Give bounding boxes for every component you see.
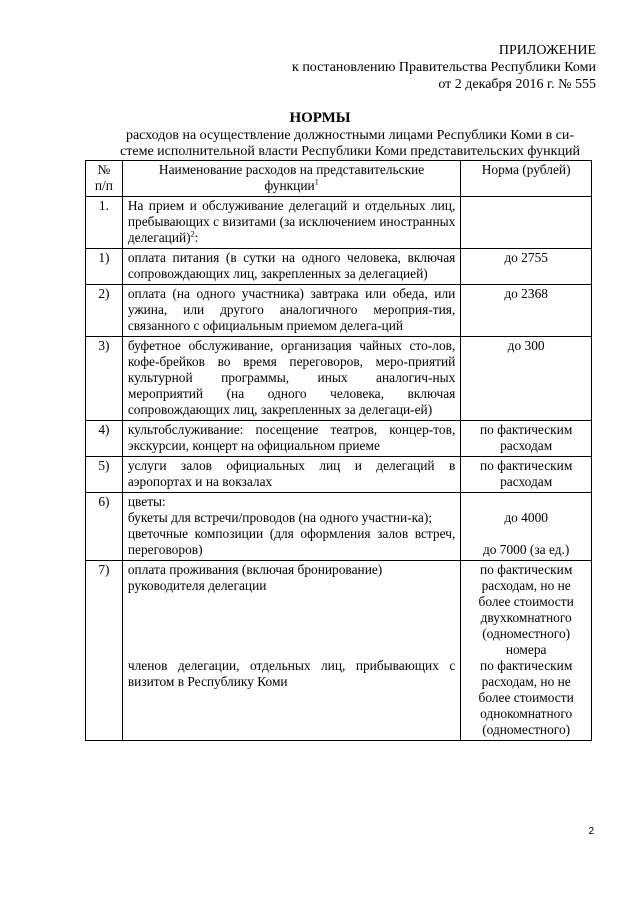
header-resolution: к постановлению Правительства Республики Коми	[292, 60, 596, 75]
row-name: На прием и обслуживание делегаций и отдельных лиц, пребывающих с визитами (за исключением иностранных делегаций)$^2$:	[122, 197, 460, 249]
table-row: 3) буфетное обслуживание, организация чайных сто-лов, кофе-брейков во время переговоров, меро-приятий культурной программы, иных аналогич-ных мероприятий (на одного человека, включая сопровождающих лиц, закрепленных за делегаци-ей) до 300	[86, 337, 592, 421]
header-norm: Норма (рублей)	[461, 161, 592, 197]
table-header-row	[86, 161, 592, 197]
header-appendix: ПРИЛОЖЕНИЕ	[498, 43, 596, 58]
table-row: 1) оплата питания (в сутки на одного человека, включая сопровождающих лиц, закрепленных за делегацией) до 2755	[86, 249, 592, 285]
header-expense-name: Наименование расходов на представительские функции$^1$	[122, 161, 460, 197]
subtitle-line-2: стеме исполнительной власти Республики Коми представительских функций	[120, 144, 580, 159]
table-row-accommodation: 7) оплата проживания (включая бронирование) руководителя делегации членов делегации, отдельных лиц, прибывающих с визитом в Республику Коми по фактическим расходам, но не более стоимости двухкомнатного (одноместного) номера по фактическим расходам, но не более стоимости однокомнатного (одноместного)	[86, 561, 592, 741]
table-row: 5) услуги залов официальных лиц и делегаций в аэропортах и на вокзалах по фактическим расходам	[86, 457, 592, 493]
norms-table	[85, 160, 592, 741]
subtitle-line-1: расходов на осуществление должностными лицами Республики Коми в си-	[125, 128, 575, 143]
document-header	[292, 42, 596, 93]
table-row: 2) оплата (на одного участника) завтрака или обеда, или ужина, или другого аналогичного мероприя-тия, связанного с официальным приемом делега-ций до 2368	[86, 285, 592, 337]
header-number: № п/п	[86, 161, 123, 197]
header-date: от 2 декабря 2016 г. № 555	[438, 77, 596, 92]
page-number: 2	[588, 826, 594, 837]
table-row-flowers: 6) цветы: букеты для встречи/проводов (на одного участни-ка); цветочные композиции (для оформления залов встреч, переговоров) до 4000 до 7000 (за ед.)	[86, 493, 592, 561]
table-row: 4) культобслуживание: посещение театров, концер-тов, экскурсии, концерт на официальном приеме по фактическим расходам	[86, 421, 592, 457]
document-title: НОРМЫ	[289, 110, 351, 126]
document-subtitle	[90, 128, 610, 160]
table-row: 1. На прием и обслуживание делегаций и отдельных лиц, пребывающих с визитами (за исключением иностранных делегаций)$^2$:	[86, 197, 592, 249]
